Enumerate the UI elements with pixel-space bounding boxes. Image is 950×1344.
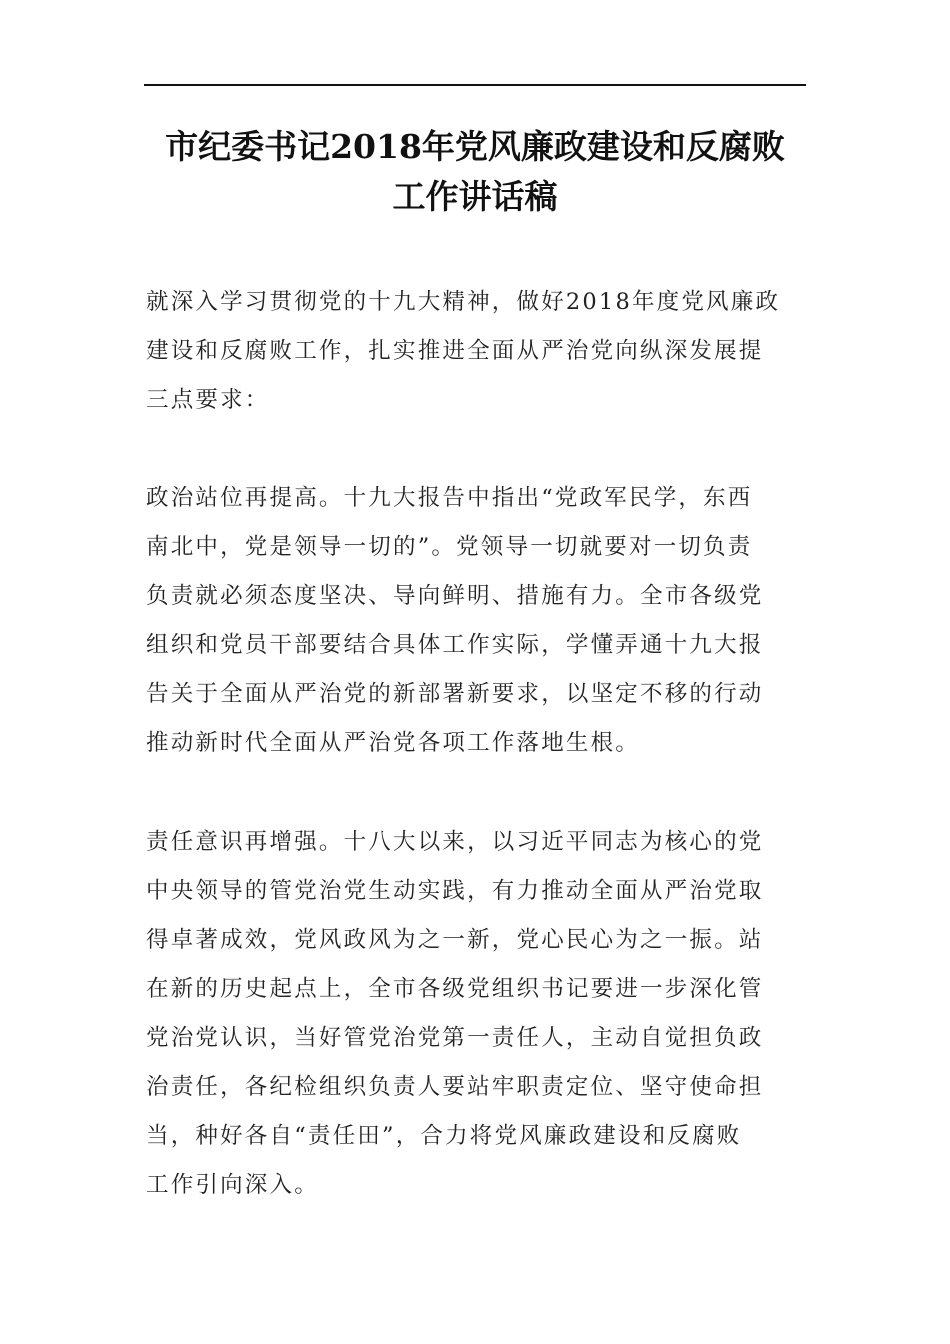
title-line: 市纪委书记2018年党风廉政建设和反腐败 [165,127,785,166]
paragraph-line: 政治站位再提高。十九大报告中指出“党政军民学，东西 [146,485,753,511]
paragraph-line: 推动新时代全面从严治党各项工作落地生根。 [146,730,641,756]
paragraph-line: 负责就必须态度坚决、导向鲜明、措施有力。全市各级党 [146,583,764,609]
paragraph-line: 在新的历史起点上，全市各级党组织书记要进一步深化管 [146,976,764,1002]
header-rule [144,84,806,86]
document-title [144,122,806,222]
paragraph-line: 治责任，各纪检组织负责人要站牢职责定位、坚守使命担 [146,1074,764,1100]
title-line: 工作讲话稿 [392,177,558,216]
paragraph-line: 当，种好各自“责任田”，合力将党风廉政建设和反腐败 [146,1123,742,1149]
paragraph-line: 告关于全面从严治党的新部署新要求，以坚定不移的行动 [146,681,764,707]
paragraph-line: 得卓著成效，党风政风为之一新，党心民心为之一振。站 [146,927,764,953]
paragraph-intro [146,278,806,425]
paragraph-line: 工作引向深入。 [146,1172,319,1198]
paragraph-line: 组织和党员干部要结合具体工作实际，学懂弄通十九大报 [146,632,764,658]
paragraph-line: 三点要求： [146,387,270,413]
paragraph-line: 南北中，党是领导一切的”。党领导一切就要对一切负责 [146,534,753,560]
paragraph-line: 责任意识再增强。十八大以来，以习近平同志为核心的党 [146,829,764,855]
paragraph-line: 就深入学习贯彻党的十九大精神，做好2018年度党风廉政 [146,289,781,315]
paragraph-line: 党治党认识，当好管党治党第一责任人，主动自觉担负政 [146,1025,764,1051]
paragraph-responsibility [146,818,806,1210]
paragraph-political-stance [146,474,806,768]
paragraph-line: 建设和反腐败工作，扎实推进全面从严治党向纵深发展提 [146,338,764,364]
paragraph-line: 中央领导的管党治党生动实践，有力推动全面从严治党取 [146,878,764,904]
